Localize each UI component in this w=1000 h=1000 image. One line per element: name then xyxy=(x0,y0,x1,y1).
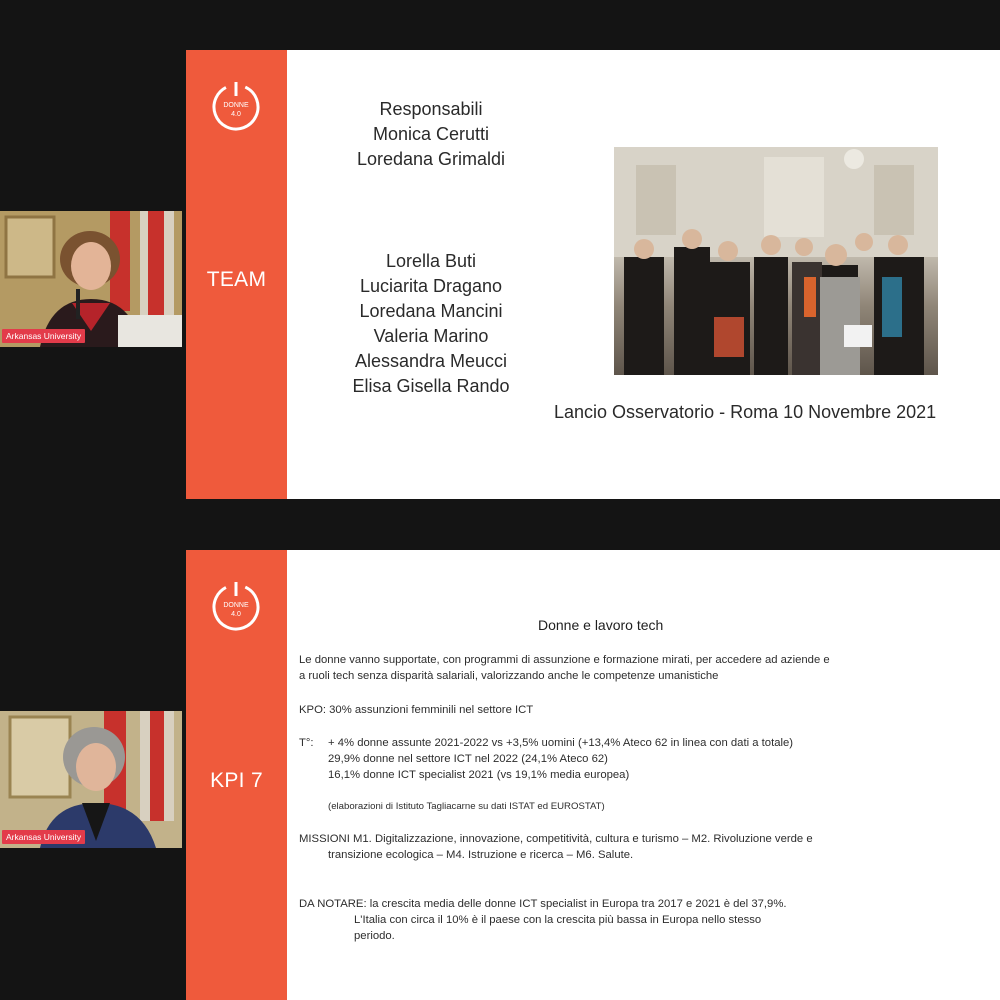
logo-text-1: DONNE xyxy=(223,102,249,109)
team-member: Lorella Buti xyxy=(385,251,477,271)
logo-text-2: 4.0 xyxy=(231,111,241,118)
da-notare-line: periodo. xyxy=(354,930,395,942)
slide-label: TEAM xyxy=(206,268,267,291)
slide-sidebar xyxy=(186,550,287,1000)
da-notare-line: DA NOTARE: la crescita media delle donne ICT specialist in Europa tra 2017 e 2021 è del 37,9%. xyxy=(299,898,787,910)
slide-label: KPI 7 xyxy=(210,769,263,792)
da-notare-line: L'Italia con circa il 10% è il paese con la crescita più bassa in Europa nello stesso xyxy=(354,914,762,926)
intro-line: Le donne vanno supportate, con programmi di assunzione e formazione mirati, per accedere ad aziende e xyxy=(299,654,830,666)
participant-video-tile[interactable] xyxy=(0,211,182,347)
donne-logo-icon xyxy=(210,580,262,632)
participant-video xyxy=(0,711,182,848)
participant-name-badge: Arkansas University xyxy=(2,329,85,343)
t0-label: T°: xyxy=(299,737,314,749)
slide-sidebar xyxy=(186,50,287,499)
logo-text-1: DONNE xyxy=(223,602,249,609)
responsabile-name: Monica Cerutti xyxy=(372,124,490,144)
photo-caption: Lancio Osservatorio - Roma 10 Novembre 2021 xyxy=(554,402,937,422)
group-photo xyxy=(614,147,938,375)
participant-video-tile[interactable] xyxy=(0,711,182,848)
team-member: Alessandra Meucci xyxy=(354,351,508,371)
missioni-line: transizione ecologica – M4. Istruzione e ricerca – M6. Salute. xyxy=(328,849,634,861)
t0-line: + 4% donne assunte 2021-2022 vs +3,5% uomini (+13,4% Ateco 62 in linea con dati a totale) xyxy=(328,737,794,749)
team-slide xyxy=(186,50,1000,499)
intro-line: a ruoli tech senza disparità salariali, valorizzando anche le competenze umanistiche xyxy=(299,670,719,682)
group-photo-image xyxy=(614,147,938,375)
t0-line: 29,9% donne nel settore ICT nel 2022 (24,1% Ateco 62) xyxy=(328,753,608,765)
missioni-line: MISSIONI M1. Digitalizzazione, innovazione, competitività, cultura e turismo – M2. Rivoluzione verde e xyxy=(299,833,813,845)
team-members-list xyxy=(316,249,546,399)
t0-line: 16,1% donne ICT specialist 2021 (vs 19,1% media europea) xyxy=(328,769,630,781)
responsabili-heading: Responsabili xyxy=(379,99,483,119)
logo-text-2: 4.0 xyxy=(231,611,241,618)
source-note: (elaborazioni di Istituto Tagliacarne su dati ISTAT ed EUROSTAT) xyxy=(328,801,605,812)
team-member: Loredana Mancini xyxy=(359,301,503,321)
kpi-slide xyxy=(186,550,1000,1000)
team-member: Luciarita Dragano xyxy=(359,276,503,296)
responsabili-list xyxy=(316,97,546,172)
kpi-title: Donne e lavoro tech xyxy=(538,617,664,633)
participant-video xyxy=(0,211,182,347)
kpo-line: KPO: 30% assunzioni femminili nel settore ICT xyxy=(299,704,534,716)
team-member: Valeria Marino xyxy=(373,326,489,346)
donne-logo-icon xyxy=(210,80,262,132)
participant-name-badge: Arkansas University xyxy=(2,830,85,844)
responsabile-name: Loredana Grimaldi xyxy=(356,149,506,169)
team-member: Elisa Gisella Rando xyxy=(352,376,510,396)
